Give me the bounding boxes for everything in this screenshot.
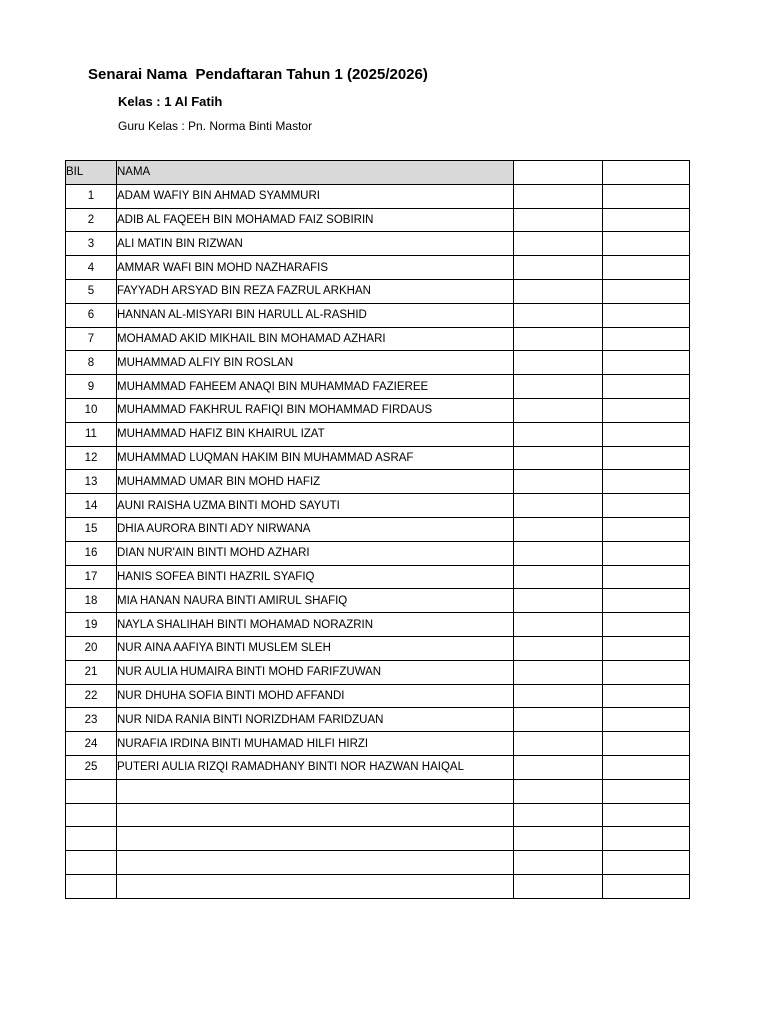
student-name-cell: MUHAMMAD LUQMAN HAKIM BIN MUHAMMAD ASRAF <box>117 446 514 470</box>
student-name-cell <box>117 803 514 827</box>
student-name-cell: AUNI RAISHA UZMA BINTI MOHD SAYUTI <box>117 494 514 518</box>
column-header-blank <box>514 161 603 185</box>
blank-cell <box>603 636 690 660</box>
table-row <box>66 708 690 732</box>
row-number-cell: 8 <box>66 351 117 375</box>
student-name-cell: FAYYADH ARSYAD BIN REZA FAZRUL ARKHAN <box>117 279 514 303</box>
table-row <box>66 636 690 660</box>
student-name-cell: MUHAMMAD FAKHRUL RAFIQI BIN MOHAMMAD FIRDAUS <box>117 398 514 422</box>
row-number-cell: 3 <box>66 232 117 256</box>
student-name-cell: DIAN NUR'AIN BINTI MOHD AZHARI <box>117 541 514 565</box>
blank-cell <box>603 303 690 327</box>
blank-cell <box>514 422 603 446</box>
blank-cell <box>603 565 690 589</box>
table-row <box>66 613 690 637</box>
row-number-cell: 25 <box>66 755 117 779</box>
table-body <box>66 184 690 898</box>
row-number-cell <box>66 803 117 827</box>
student-name-cell: HANNAN AL-MISYARI BIN HARULL AL-RASHID <box>117 303 514 327</box>
row-number-cell: 17 <box>66 565 117 589</box>
table-row <box>66 565 690 589</box>
blank-cell <box>603 755 690 779</box>
table-row <box>66 208 690 232</box>
table-row <box>66 684 690 708</box>
table-row <box>66 541 690 565</box>
blank-cell <box>603 708 690 732</box>
table-row <box>66 589 690 613</box>
blank-cell <box>603 327 690 351</box>
row-number-cell: 24 <box>66 732 117 756</box>
blank-cell <box>603 232 690 256</box>
column-header-blank <box>603 161 690 185</box>
table-header-row <box>66 161 690 185</box>
blank-cell <box>603 517 690 541</box>
blank-cell <box>603 470 690 494</box>
table-row <box>66 446 690 470</box>
blank-cell <box>514 613 603 637</box>
row-number-cell <box>66 851 117 875</box>
student-name-cell: PUTERI AULIA RIZQI RAMADHANY BINTI NOR HAZWAN HAIQAL <box>117 755 514 779</box>
blank-cell <box>514 208 603 232</box>
blank-cell <box>514 589 603 613</box>
row-number-cell: 21 <box>66 660 117 684</box>
blank-cell <box>603 398 690 422</box>
row-number-cell: 12 <box>66 446 117 470</box>
row-number-cell: 6 <box>66 303 117 327</box>
row-number-cell: 11 <box>66 422 117 446</box>
blank-cell <box>603 684 690 708</box>
row-number-cell: 13 <box>66 470 117 494</box>
row-number-cell: 16 <box>66 541 117 565</box>
blank-cell <box>603 851 690 875</box>
row-number-cell: 9 <box>66 375 117 399</box>
class-label: Kelas : 1 Al Fatih <box>118 94 223 109</box>
table-row <box>66 827 690 851</box>
student-name-cell: NUR AULIA HUMAIRA BINTI MOHD FARIFZUWAN <box>117 660 514 684</box>
row-number-cell: 4 <box>66 256 117 280</box>
row-number-cell: 2 <box>66 208 117 232</box>
blank-cell <box>514 541 603 565</box>
class-teacher-label: Guru Kelas : Pn. Norma Binti Mastor <box>118 119 313 133</box>
blank-cell <box>514 636 603 660</box>
student-name-cell: DHIA AURORA BINTI ADY NIRWANA <box>117 517 514 541</box>
student-name-cell: MUHAMMAD HAFIZ BIN KHAIRUL IZAT <box>117 422 514 446</box>
blank-cell <box>514 398 603 422</box>
row-number-cell: 7 <box>66 327 117 351</box>
student-name-cell: MIA HANAN NAURA BINTI AMIRUL SHAFIQ <box>117 589 514 613</box>
blank-cell <box>603 803 690 827</box>
row-number-cell: 20 <box>66 636 117 660</box>
student-name-cell <box>117 851 514 875</box>
student-name-cell <box>117 779 514 803</box>
blank-cell <box>514 684 603 708</box>
blank-cell <box>603 827 690 851</box>
student-name-cell: MUHAMMAD FAHEEM ANAQI BIN MUHAMMAD FAZIEREE <box>117 375 514 399</box>
blank-cell <box>514 732 603 756</box>
row-number-cell: 15 <box>66 517 117 541</box>
blank-cell <box>603 375 690 399</box>
student-name-cell: MUHAMMAD UMAR BIN MOHD HAFIZ <box>117 470 514 494</box>
blank-cell <box>603 660 690 684</box>
blank-cell <box>514 327 603 351</box>
table-row <box>66 303 690 327</box>
table-row <box>66 398 690 422</box>
table-row <box>66 232 690 256</box>
blank-cell <box>603 208 690 232</box>
blank-cell <box>514 874 603 898</box>
table-row <box>66 494 690 518</box>
blank-cell <box>514 660 603 684</box>
student-name-cell: MUHAMMAD ALFIY BIN ROSLAN <box>117 351 514 375</box>
row-number-cell: 23 <box>66 708 117 732</box>
document-title: Senarai Nama Pendaftaran Tahun 1 (2025/2026) <box>88 66 428 83</box>
blank-cell <box>514 803 603 827</box>
table-row <box>66 470 690 494</box>
blank-cell <box>514 279 603 303</box>
table-row <box>66 660 690 684</box>
row-number-cell: 22 <box>66 684 117 708</box>
table-row <box>66 351 690 375</box>
table-row <box>66 279 690 303</box>
table-row <box>66 375 690 399</box>
blank-cell <box>514 565 603 589</box>
student-name-cell: AMMAR WAFI BIN MOHD NAZHARAFIS <box>117 256 514 280</box>
student-name-cell: NURAFIA IRDINA BINTI MUHAMAD HILFI HIRZI <box>117 732 514 756</box>
table-row <box>66 803 690 827</box>
student-name-cell: NAYLA SHALIHAH BINTI MOHAMAD NORAZRIN <box>117 613 514 637</box>
student-name-cell <box>117 874 514 898</box>
row-number-cell: 19 <box>66 613 117 637</box>
column-header-nama: NAMA <box>117 161 514 185</box>
row-number-cell: 1 <box>66 184 117 208</box>
table-row <box>66 184 690 208</box>
blank-cell <box>603 732 690 756</box>
row-number-cell <box>66 779 117 803</box>
column-header-bil: BIL <box>66 161 117 185</box>
blank-cell <box>603 613 690 637</box>
blank-cell <box>514 375 603 399</box>
student-name-cell <box>117 827 514 851</box>
blank-cell <box>514 446 603 470</box>
blank-cell <box>514 303 603 327</box>
table-row <box>66 874 690 898</box>
blank-cell <box>603 256 690 280</box>
blank-cell <box>514 184 603 208</box>
blank-cell <box>514 256 603 280</box>
blank-cell <box>603 184 690 208</box>
blank-cell <box>514 517 603 541</box>
table-row <box>66 779 690 803</box>
student-name-cell: NUR NIDA RANIA BINTI NORIZDHAM FARIDZUAN <box>117 708 514 732</box>
blank-cell <box>514 779 603 803</box>
row-number-cell: 18 <box>66 589 117 613</box>
blank-cell <box>514 851 603 875</box>
blank-cell <box>603 422 690 446</box>
row-number-cell <box>66 874 117 898</box>
blank-cell <box>514 827 603 851</box>
row-number-cell: 10 <box>66 398 117 422</box>
table-row <box>66 755 690 779</box>
row-number-cell: 14 <box>66 494 117 518</box>
blank-cell <box>603 446 690 470</box>
table-row <box>66 851 690 875</box>
blank-cell <box>603 494 690 518</box>
blank-cell <box>603 874 690 898</box>
blank-cell <box>603 351 690 375</box>
blank-cell <box>603 541 690 565</box>
blank-cell <box>514 708 603 732</box>
blank-cell <box>514 232 603 256</box>
blank-cell <box>603 589 690 613</box>
blank-cell <box>514 470 603 494</box>
blank-cell <box>603 279 690 303</box>
student-name-cell: MOHAMAD AKID MIKHAIL BIN MOHAMAD AZHARI <box>117 327 514 351</box>
row-number-cell: 5 <box>66 279 117 303</box>
blank-cell <box>514 494 603 518</box>
blank-cell <box>514 351 603 375</box>
blank-cell <box>603 779 690 803</box>
row-number-cell <box>66 827 117 851</box>
table-row <box>66 732 690 756</box>
student-name-cell: NUR AINA AAFIYA BINTI MUSLEM SLEH <box>117 636 514 660</box>
student-name-cell: ADIB AL FAQEEH BIN MOHAMAD FAIZ SOBIRIN <box>117 208 514 232</box>
table-row <box>66 256 690 280</box>
student-name-cell: ADAM WAFIY BIN AHMAD SYAMMURI <box>117 184 514 208</box>
student-name-cell: NUR DHUHA SOFIA BINTI MOHD AFFANDI <box>117 684 514 708</box>
table-row <box>66 327 690 351</box>
table-row <box>66 517 690 541</box>
student-name-cell: ALI MATIN BIN RIZWAN <box>117 232 514 256</box>
student-name-cell: HANIS SOFEA BINTI HAZRIL SYAFIQ <box>117 565 514 589</box>
student-roster-table <box>65 160 690 899</box>
blank-cell <box>514 755 603 779</box>
table-row <box>66 422 690 446</box>
